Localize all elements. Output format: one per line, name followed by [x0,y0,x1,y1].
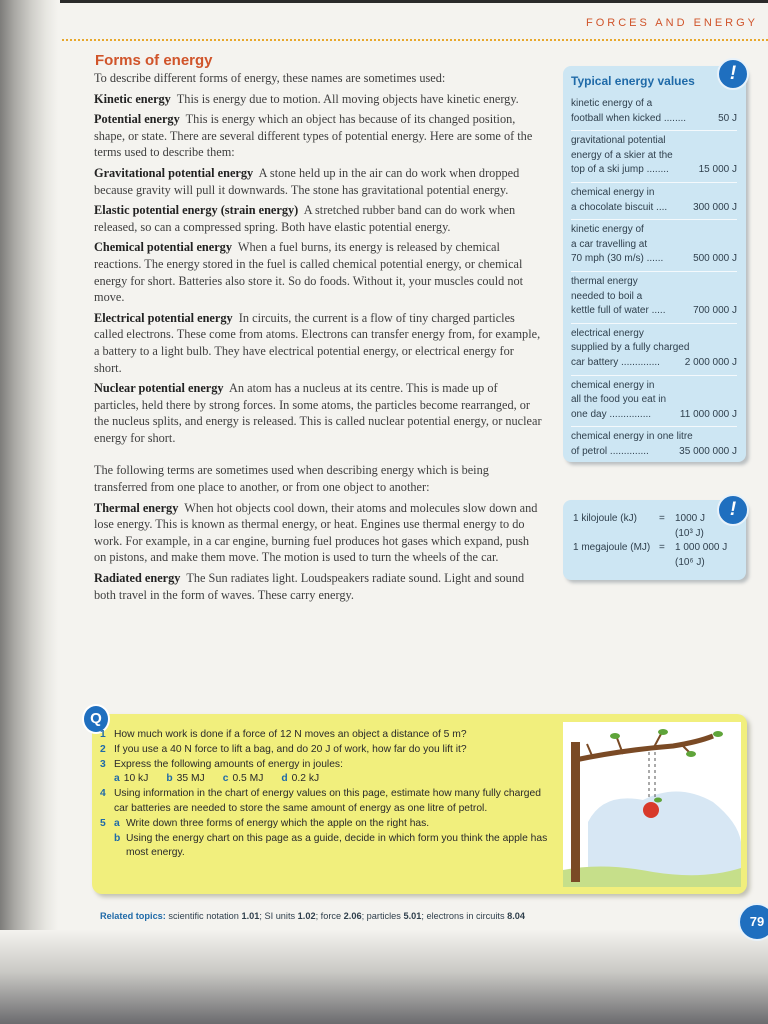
energy-value-description: electrical energy [571,327,644,339]
term-label: Electrical potential energy [94,310,233,325]
energy-value-amount: 2 000 000 J [684,356,737,368]
energy-value-label: kettle full of water ..... [571,305,666,317]
term-description: In circuits, the current is a flow of tiny charged particles called electrons. These come from atoms. Electrons can transfer energy from, for example, a battery to a light bulb. They have electrical potential energy, or electrical energy for short. [94,310,541,375]
tree-trunk [571,742,580,882]
term-radiated [94,570,542,603]
related-topic-name[interactable]: scientific notation [168,911,239,921]
term-label: Chemical potential energy [94,240,232,255]
question-text: Using the energy chart on this page as a guide, decide in which form you think the apple has most energy. [126,832,548,859]
term-description: The Sun radiates light. Loudspeakers radiate sound. Light and sound both travel in the form of waves. These carry energy. [94,571,525,602]
related-topics: Related topics: scientific notation 1.01; SI units 1.02; force 2.06; particles 5.01; electrons in circuits 8.04 [100,911,526,921]
term-label: Gravitational potential energy [94,165,254,180]
question-text: Write down three forms of energy which the apple on the right has. [126,817,430,829]
term-label: Potential energy [94,112,180,127]
page-binding-shadow [0,0,58,1024]
dotted-divider [62,39,768,41]
option-value: 0.2 kJ [291,773,320,785]
energy-value-item [571,376,737,428]
energy-value-description: a car travelling at [571,238,648,250]
page-title: Forms of energy [95,52,213,69]
leaf-icon [686,751,696,757]
leaf-icon [610,733,620,739]
option-letter: a [114,773,120,785]
question-number: 1 [100,729,106,740]
question-2 [100,743,550,758]
energy-value-description: all the food you eat in [571,394,667,406]
unit-power: (10³ J) [675,527,704,539]
energy-value-description: kinetic energy of [571,224,644,236]
body-text [94,70,542,607]
energy-value-description: supplied by a fully charged [571,342,690,354]
option-letter: d [281,773,288,785]
energy-value-label: football when kicked ........ [571,112,687,124]
unit-value: 1 000 000 J [675,542,728,553]
related-topic-name[interactable]: force [320,911,342,921]
term-kinetic [94,91,542,108]
energy-value-row [571,201,737,216]
leaf-icon [658,729,668,735]
energy-value-row [571,356,737,371]
option-value: 35 MJ [176,773,205,785]
related-topic-ref[interactable]: 1.02 [297,911,316,921]
energy-value-label: of petrol .............. [571,445,649,457]
energy-value-amount: 500 000 J [693,253,737,265]
option-c [223,772,264,787]
question-text: Express the following amounts of energy in joules: [114,758,343,770]
related-topic-name[interactable]: particles [366,911,401,921]
question-3-options [100,772,550,787]
question-number: 2 [100,743,106,755]
option-a [114,772,148,787]
term-electrical [94,310,542,376]
term-gravitational [94,165,542,198]
page-bottom-shadow [0,930,768,1024]
question-text: If you use a 40 N force to lift a bag, and do 20 J of work, how far do you lift it? [114,743,467,755]
energy-value-item [571,183,737,220]
exclamation-icon: ! [717,494,749,526]
unit-row [573,541,727,556]
energy-values-title: Typical energy values [571,74,695,88]
term-elastic [94,202,542,235]
energy-value-description: gravitational potential [571,135,666,147]
energy-value-amount: 15 000 J [698,164,737,176]
energy-value-item [571,220,737,272]
question-5a [100,817,550,832]
energy-value-amount: 50 J [718,112,737,124]
option-d [281,772,319,787]
unit-equals: = [659,513,665,524]
unit-label: 1 megajoule (MJ) [573,542,651,553]
option-value: 10 kJ [123,773,149,785]
question-4 [100,787,550,817]
related-topic-name[interactable]: SI units [264,911,296,921]
page-number: 79 [738,903,768,941]
energy-value-description: kinetic energy of a [571,98,653,109]
option-letter: c [222,773,229,785]
related-topic-name[interactable]: electrons in circuits [426,911,505,921]
leaf-icon [713,731,723,737]
energy-value-item [571,324,737,376]
question-sub-letter: a [114,817,120,829]
unit-row [573,512,727,527]
unit-label: 1 kilojoule (kJ) [573,513,637,524]
energy-value-row [571,304,737,319]
intro-paragraph: To describe different forms of energy, these names are sometimes used: [94,71,446,85]
related-topic-ref[interactable]: 5.01 [403,911,422,921]
related-topic-ref[interactable]: 2.06 [343,911,362,921]
question-number: 5 [100,817,106,829]
question-1 [100,728,550,743]
energy-value-label: 70 mph (30 m/s) ...... [571,253,664,265]
transfer-intro: The following terms are sometimes used when describing energy which is being transferred from one place to another, or from one object to another: [94,463,489,495]
apple-tree-illustration [563,722,741,887]
energy-value-amount: 35 000 000 J [679,445,737,457]
energy-value-row [571,112,737,127]
question-number: 3 [100,758,106,770]
energy-value-row [571,445,737,460]
energy-value-amount: 700 000 J [693,305,737,317]
energy-value-description: chemical energy in [571,186,655,198]
option-letter: b [166,773,173,785]
term-description: When a fuel burns, its energy is released by chemical reactions. The energy stored in the fuel is called chemical potential energy, or chemical energy for short. Batteries also store it. So do foods. Without it, your muscles could not move. [94,240,524,305]
apple-leaf-icon [654,798,662,803]
energy-value-amount: 11 000 000 J [679,408,737,420]
term-description: When hot objects cool down, their atoms and molecules slow down and lose energy. This is known as thermal energy, or heat. Engines use thermal energy to do work. For example, in a car engine, burning fuel produces hot gases which expand, push on pistons, and make them move. The motion is used to turn the wheels of the car. [94,500,538,565]
energy-value-label: one day ............... [571,408,652,420]
energy-value-row [571,163,737,178]
energy-value-label: car battery .............. [571,356,660,368]
unit-equals: = [659,542,665,553]
energy-value-description: chemical energy in [571,379,655,391]
term-potential [94,111,542,161]
question-text: How much work is done if a force of 12 N moves an object a distance of 5 m? [114,729,467,740]
question-5b [100,832,550,862]
energy-value-item [571,427,737,463]
term-description: An atom has a nucleus at its centre. This is made up of particles, held there by strong forces. In some atoms, the particles become rearranged, or the nucleus splits, and energy is released. This is called nuclear potential energy, or nuclear energy for short. [94,381,542,445]
term-label: Nuclear potential energy [94,381,224,396]
energy-value-amount: 300 000 J [693,201,737,213]
term-label: Elastic potential energy (strain energy) [94,203,299,218]
term-thermal [94,500,542,566]
energy-value-description: energy of a skier at the [571,149,673,161]
top-edge [60,0,768,3]
energy-value-item [571,272,737,324]
energy-value-description: chemical energy in one litre [571,431,693,443]
term-description: A stone held up in the air can do work when dropped because gravity will pull it downwards. The stone has gravitational potential energy. [94,165,520,197]
question-text: Using information in the chart of energy values on this page, estimate how many fully charged car batteries are needed to store the same amount of energy as one litre of petrol. [114,788,541,814]
question-number: 4 [100,788,106,800]
energy-value-description: thermal energy [571,275,638,287]
energy-value-description: needed to boil a [571,290,643,302]
energy-value-label: top of a ski jump ........ [571,164,669,176]
unit-power: (10⁶ J) [675,556,705,568]
energy-value-item [571,94,737,131]
option-b [166,772,204,787]
term-nuclear [94,380,542,446]
question-3 [100,758,550,773]
energy-values-panel [563,66,746,462]
exclamation-icon: ! [717,58,749,90]
term-chemical [94,239,542,305]
option-value: 0.5 MJ [232,773,264,785]
related-topic-ref[interactable]: 1.01 [241,911,260,921]
energy-values-list [571,94,737,463]
energy-value-item [571,131,737,183]
question-sub-letter: b [114,832,121,844]
units-list [573,512,727,570]
energy-value-row [571,252,737,267]
section-header: FORCES AND ENERGY [586,17,759,29]
related-topics-label: Related topics: [100,911,166,921]
term-description: A stretched rubber band can do work when released, so can a compressed spring. Both have elastic potential energy. [94,203,516,234]
energy-value-label: a chocolate biscuit .... [571,201,668,213]
term-label: Radiated energy [94,571,181,586]
term-description: This is energy due to motion. All moving objects have kinetic energy. [176,91,519,106]
questions-list [100,728,550,861]
unit-value: 1000 J [675,513,706,524]
term-label: Thermal energy [94,500,179,515]
term-description: This is energy which an object has because of its changed position, shape, or state. There are several different types of potential energy. Here are some of the terms used to describe them: [94,112,533,160]
energy-value-row [571,408,737,423]
question-badge-icon: Q [82,704,110,734]
term-label: Kinetic energy [94,91,171,106]
related-topic-ref[interactable]: 8.04 [507,911,526,921]
apple-icon [643,802,659,818]
